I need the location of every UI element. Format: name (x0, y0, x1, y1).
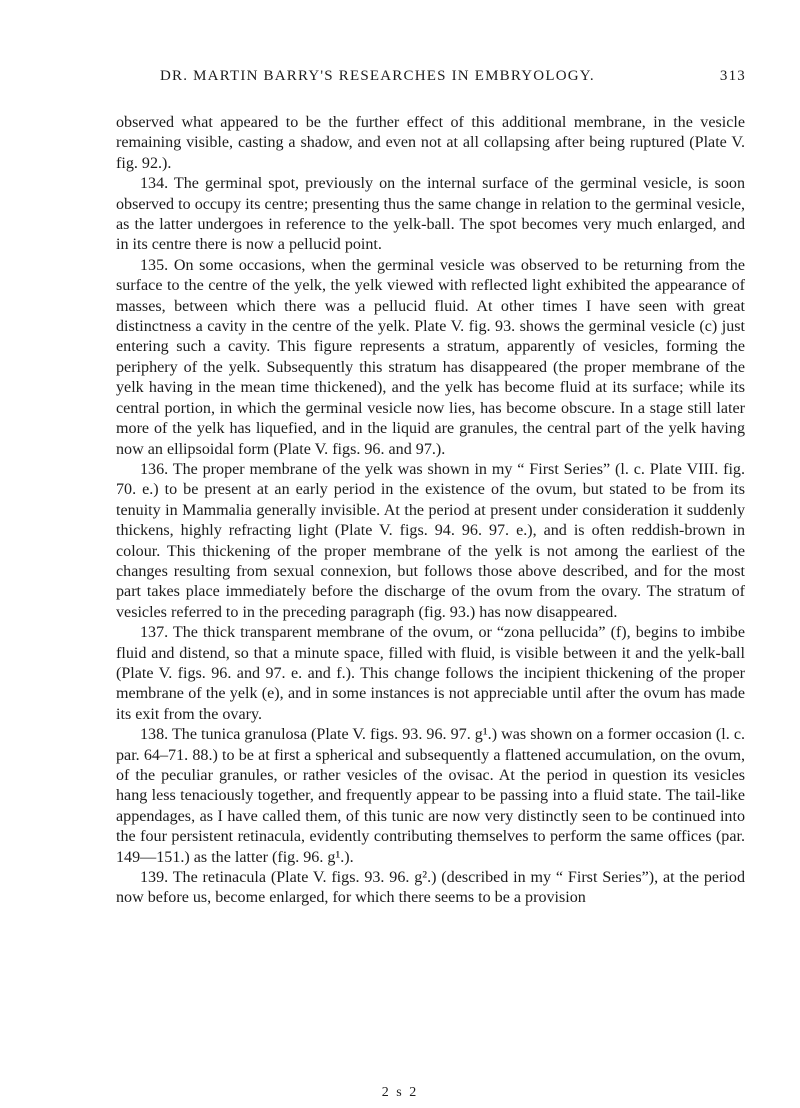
page-number: 313 (719, 68, 746, 84)
signature-mark: 2 s 2 (381, 1085, 419, 1100)
running-title: DR. MARTIN BARRY'S RESEARCHES IN EMBRYOLOGY. (160, 68, 595, 84)
paragraph-136: 136. The proper membrane of the yelk was shown in my “ First Series” (l. c. Plate VIII. fig. 70. e.) to be present at an early period in the existence of the ovum, but stated to be from its tenuity in Mammalia generally invisible. At the period at present under consideration it suddenly thickens, highly refracting light (Plate V. figs. 94. 96. 97. e.), and is often reddish-brown in colour. This thickening of the proper membrane of the yelk is not among the earliest of the changes resulting from sexual connexion, but follows those above described, and for the most part takes place immediately before the discharge of the ovum from the ovary. The stratum of vesicles referred to in the preceding paragraph (fig. 93.) has now disappeared. (116, 460, 745, 621)
paragraph-137: 137. The thick transparent membrane of the ovum, or “zona pellucida” (f), begins to imbibe fluid and distend, so that a minute space, filled with fluid, is visible between it and the yelk-ball (Plate V. figs. 96. and 97. e. and f.). This change follows the incipient thickening of the proper membrane of the yelk (e), and in some instances is not appreciable until after the ovum has made its exit from the ovary. (116, 624, 745, 723)
paragraph-135: 135. On some occasions, when the germinal vesicle was observed to be returning from the surface to the centre of the yelk, the yelk viewed with reflected light exhibited the appearance of masses, between which there was a pellucid fluid. At other times I have seen with great distinctness a cavity in the centre of the yelk. Plate V. fig. 93. shows the germinal vesicle (c) just entering such a cavity. This figure represents a stratum, apparently of vesicles, forming the periphery of the yelk. Subsequently this stratum has disappeared (the proper membrane of the yelk having in the mean time thickened), and the yelk has become fluid at its surface; while its central portion, in which the germinal vesicle now lies, has become obscure. In a stage still later more of the yelk has liquefied, and in the liquid are granules, the central part of the yelk having now an ellipsoidal form (Plate V. figs. 96. and 97.). (116, 256, 745, 458)
paragraph-139: 139. The retinacula (Plate V. figs. 93. 96. g².) (described in my “ First Series”), at the period now before us, become enlarged, for which there seems to be a provision (116, 869, 745, 907)
running-header (130, 68, 746, 90)
paragraph-134: 134. The germinal spot, previously on the internal surface of the germinal vesicle, is soon observed to occupy its centre; presenting thus the same change in relation to the germinal vesicle, as the latter undergoes in reference to the yelk-ball. The spot becomes very much enlarged, and in its centre there is now a pellucid point. (116, 175, 745, 254)
body-text (116, 113, 745, 909)
paragraph-138: 138. The tunica granulosa (Plate V. figs. 93. 96. 97. g¹.) was shown on a former occasion (l. c. par. 64–71. 88.) to be at first a spherical and subsequently a flattened accumulation, on the ovum, of the peculiar granules, or rather vesicles of the ovisac. At the period in question its vesicles hang less tenaciously together, and frequently appear to be passing into a fluid state. The tail-like appendages, as I have called them, of this tunic are now very distinctly seen to be continued into the four persistent retinacula, evidently contributing themselves to perform the same offices (par. 149—151.) as the latter (fig. 96. g¹.). (116, 726, 745, 866)
paragraph-continuation: observed what appeared to be the further effect of this additional membrane, in the vesicle remaining visible, casting a shadow, and even not at all collapsing after being ruptured (Plate V. fig. 92.). (116, 114, 745, 172)
